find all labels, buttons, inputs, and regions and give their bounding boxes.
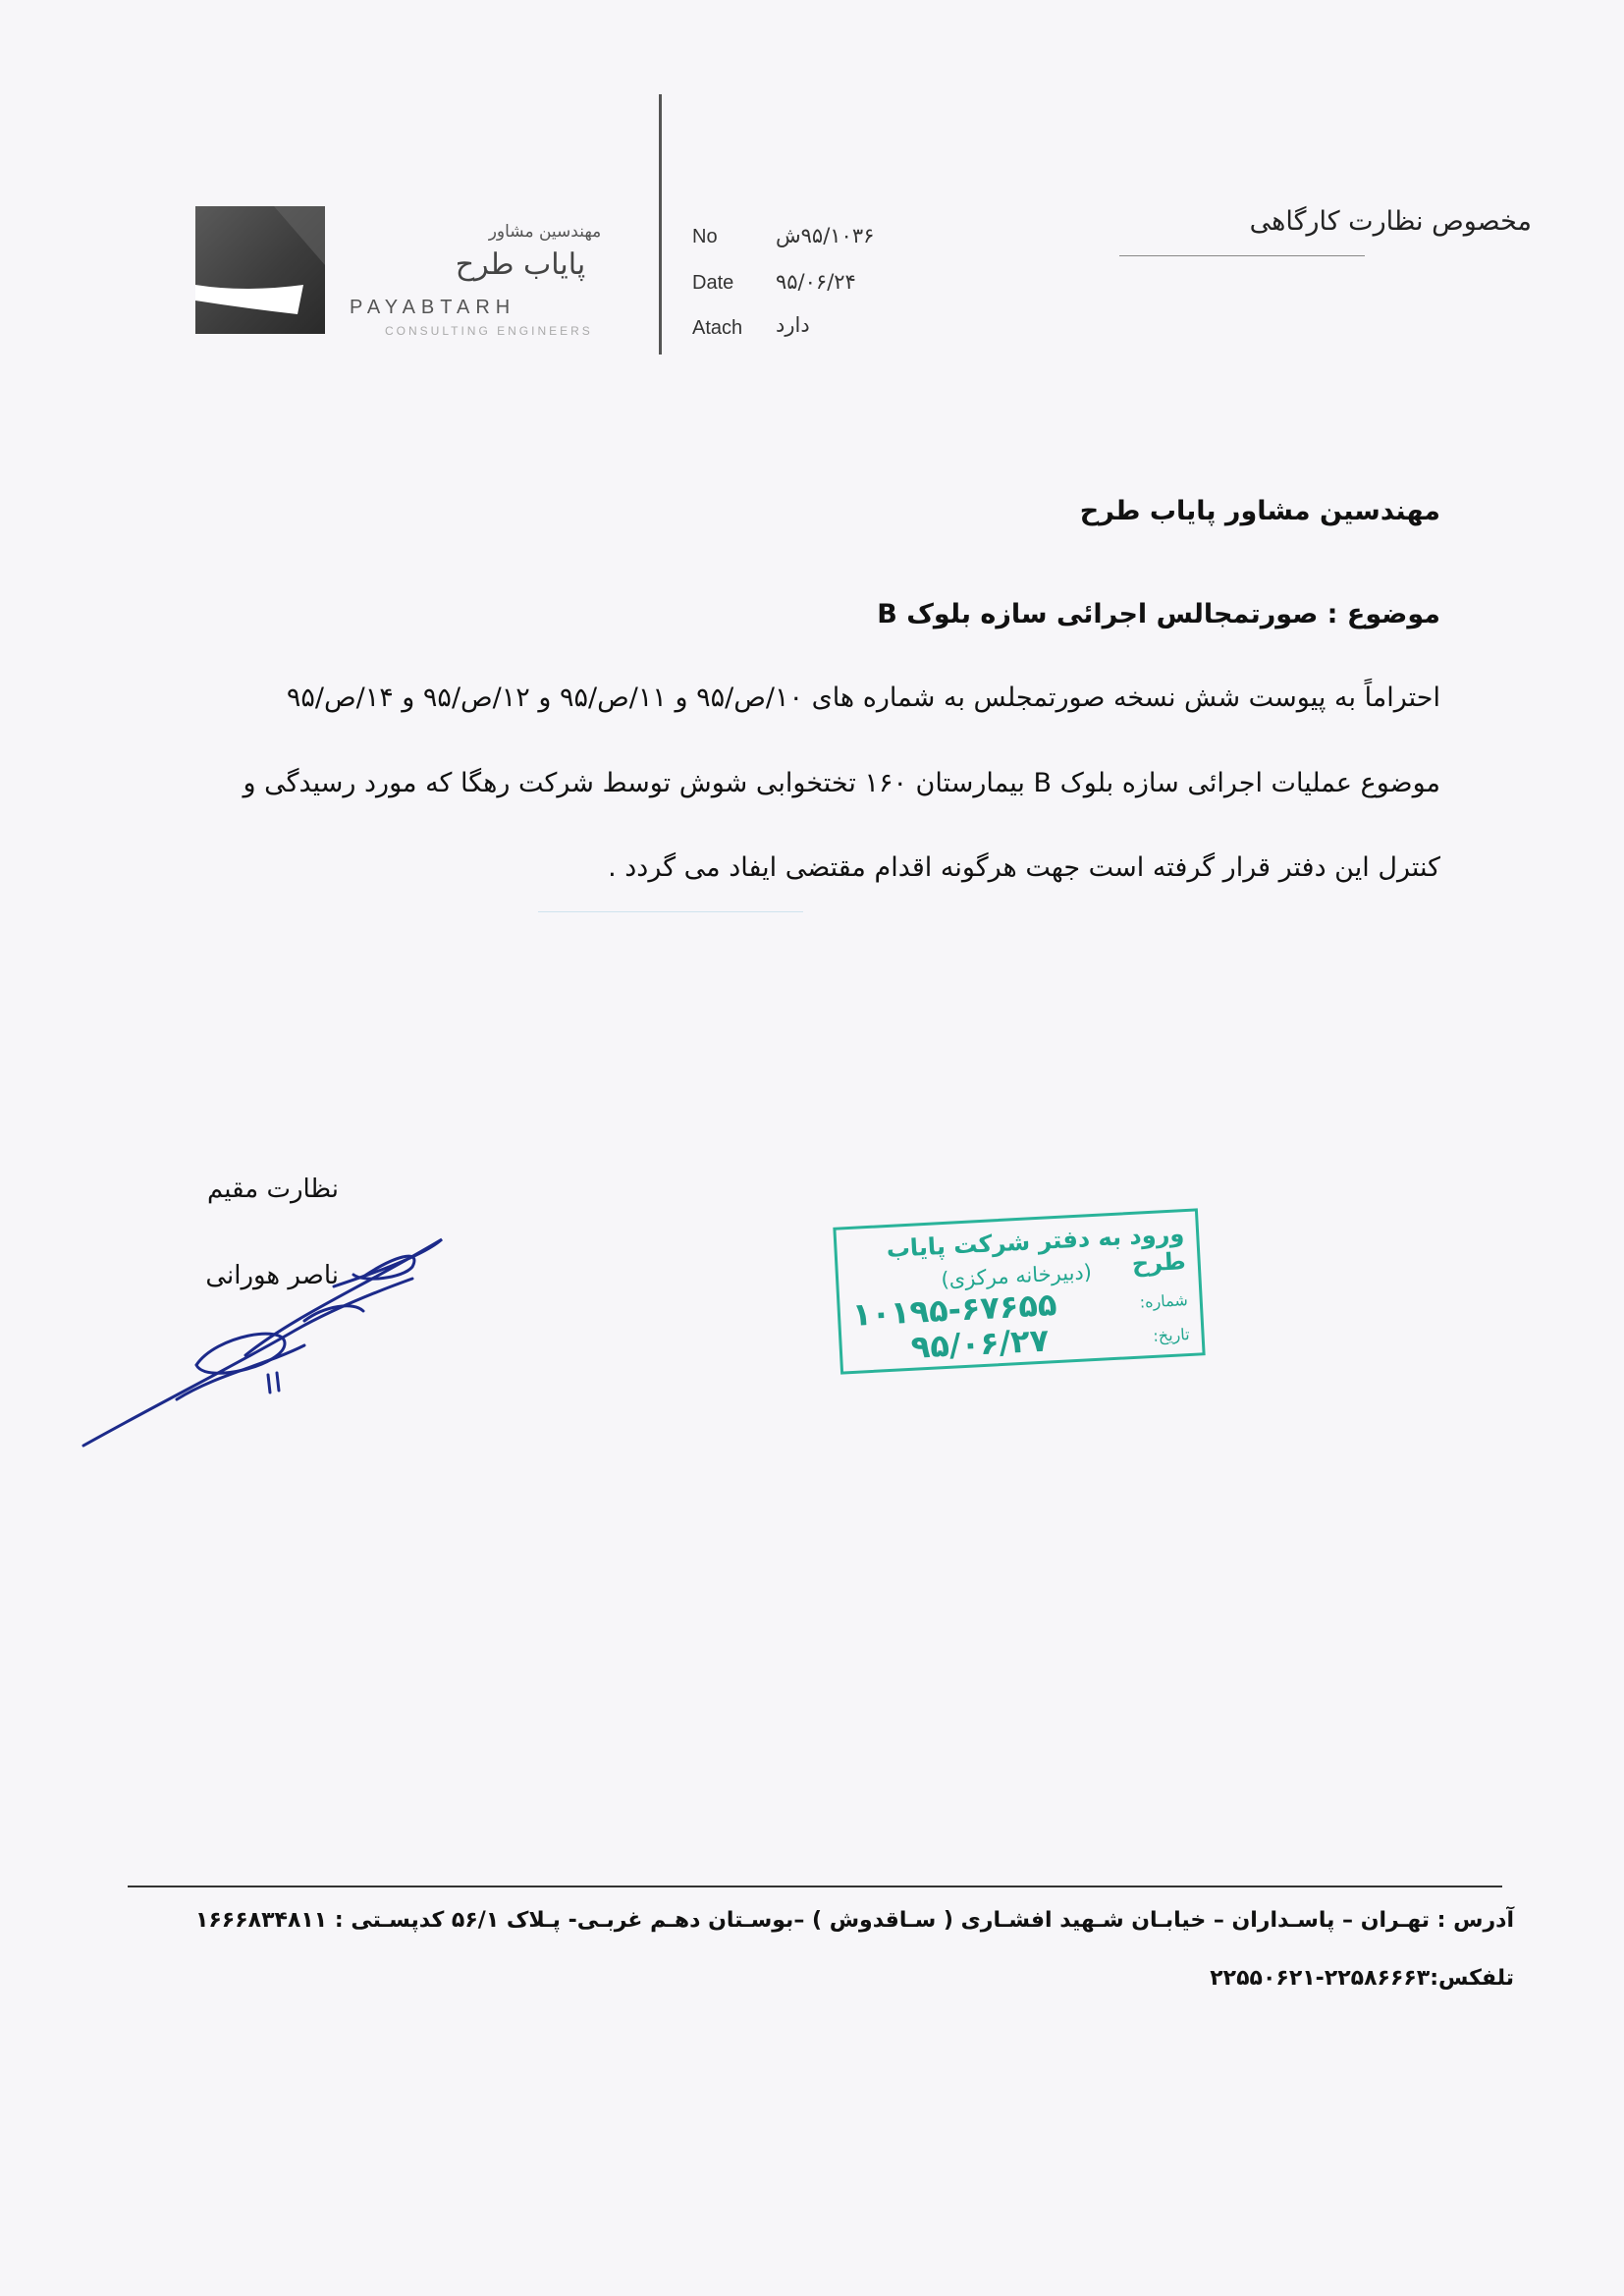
footer-address: آدرس : تهـران – پاسـداران – خیابـان شـهید افشـاری ( سـاقدوش ) –بوسـتان دهـم غربـی- پـلاک ۵۶/۱ کدپسـتی : ۱۶۶۶۸۳۴۸۱۱ bbox=[194, 1908, 1514, 1933]
received-stamp bbox=[833, 1208, 1205, 1374]
date-label: Date bbox=[692, 272, 734, 294]
stamp-date-value: ۹۵/۰۶/۲۷ bbox=[909, 1321, 1051, 1366]
stamp-date-label: تاریخ: bbox=[1152, 1324, 1191, 1345]
stamp-subtitle: (دبیرخانه مرکزی) bbox=[940, 1260, 1093, 1292]
subject: موضوع : صورتمجالس اجرائی سازه بلوک B bbox=[877, 599, 1440, 629]
footer-telfax: تلفکس:۲۲۵۸۶۶۶۳-۲۲۵۵۰۶۲۱ bbox=[1210, 1966, 1514, 1991]
handwritten-signature bbox=[69, 1218, 530, 1453]
header-divider bbox=[659, 94, 662, 355]
date-value: ۹۵/۰۶/۲۴ bbox=[776, 270, 856, 294]
attachment-label: Atach bbox=[692, 317, 743, 339]
stamp-title: ورود به دفتر شرکت پایاب طرح bbox=[886, 1220, 1187, 1278]
attachment-value: دارد bbox=[776, 313, 810, 337]
stamp-number-value: ۱۰۱۹۵-۶۷۶۵۵ bbox=[851, 1285, 1058, 1334]
number-value: ۹۵/۱۰۳۶ش bbox=[776, 224, 875, 247]
company-logo bbox=[195, 206, 325, 334]
body-line: موضوع عملیات اجرائی سازه بلوک B بیمارستان ۱۶۰ تختخوابی شوش توسط شرکت رهگا که مورد رسیدگی و bbox=[243, 768, 1440, 798]
stamp-number-label: شماره: bbox=[1139, 1290, 1189, 1312]
logo-english-subtitle: CONSULTING ENGINEERS bbox=[385, 324, 593, 338]
footer-rule bbox=[128, 1886, 1502, 1887]
signer-role: نظارت مقیم bbox=[206, 1175, 339, 1204]
recipient: مهندسین مشاور پایاب طرح bbox=[1079, 496, 1440, 526]
number-label: No bbox=[692, 226, 718, 247]
private-heading: مخصوص نظارت کارگاهی bbox=[1249, 206, 1532, 237]
body-line: احتراماً به پیوست شش نسخه صورتمجلس به شماره های ۱۰/ص/۹۵ و ۱۱/ص/۹۵ و ۱۲/ص/۹۵ و ۱۴/ص/۹۵ bbox=[286, 683, 1440, 713]
signer-name: ناصر هورانی bbox=[205, 1261, 339, 1290]
body-line: کنترل این دفتر قرار گرفته است جهت هرگونه اقدام مقتضی ایفاد می گردد . bbox=[608, 852, 1440, 883]
logo-persian-name: پایاب طرح bbox=[455, 247, 586, 282]
private-underline bbox=[1119, 255, 1365, 256]
logo-persian-subtitle: مهندسین مشاور bbox=[488, 222, 602, 242]
logo-english-name: PAYABTARH bbox=[350, 297, 516, 318]
faint-rule bbox=[538, 911, 803, 912]
